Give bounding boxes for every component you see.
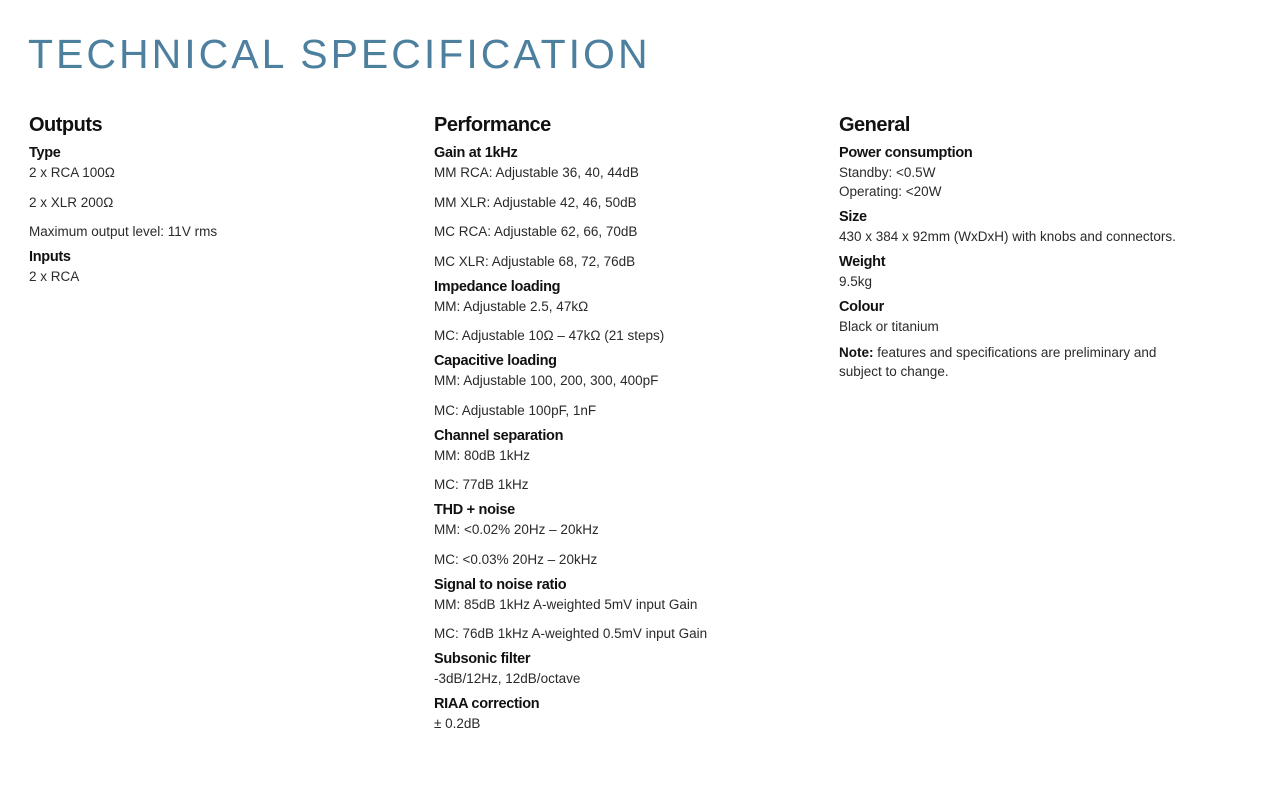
type-group (29, 144, 419, 241)
disclaimer-note (839, 343, 1199, 381)
size-heading: Size (839, 209, 867, 225)
separation-value-mm: MM: 80dB 1kHz (434, 447, 531, 463)
inputs-heading: Inputs (29, 249, 71, 265)
subsonic-heading: Subsonic filter (434, 651, 531, 667)
gain-heading: Gain at 1kHz (434, 145, 518, 161)
separation-heading: Channel separation (434, 427, 564, 444)
snr-value-mc: MC: 76dB 1kHz A-weighted 0.5mV input Gain (434, 626, 708, 641)
thd-value-mc: MC: <0.03% 20Hz – 20kHz (434, 551, 598, 567)
power-group (839, 144, 1259, 201)
gain-value-mc-rca: MC RCA: Adjustable 62, 66, 70dB (434, 224, 638, 239)
type-value-xlr: 2 x XLR 200Ω (29, 194, 114, 210)
thd-value-mm: MM: <0.02% 20Hz – 20kHz (434, 522, 599, 537)
power-value-operating: Operating: <20W (839, 184, 942, 199)
weight-value: 9.5kg (839, 274, 873, 289)
gain-value-mc-xlr: MC XLR: Adjustable 68, 72, 76dB (434, 253, 636, 269)
inputs-group (29, 248, 419, 286)
general-column (839, 112, 1259, 381)
outputs-column (29, 112, 419, 293)
inputs-value: 2 x RCA (29, 269, 80, 284)
impedance-group (434, 278, 824, 346)
snr-value-mm: MM: 85dB 1kHz A-weighted 5mV input Gain (434, 596, 698, 612)
weight-heading: Weight (839, 254, 886, 270)
capacitive-value-mc: MC: Adjustable 100pF, 1nF (434, 402, 597, 418)
performance-column (434, 112, 824, 740)
gain-value-mm-xlr: MM XLR: Adjustable 42, 46, 50dB (434, 194, 637, 210)
type-value-rca: 2 x RCA 100Ω (29, 165, 115, 180)
type-heading: Type (29, 145, 61, 161)
impedance-value-mm: MM: Adjustable 2.5, 47kΩ (434, 298, 589, 314)
performance-heading: Performance (434, 114, 551, 136)
note-label: Note: (839, 345, 874, 360)
impedance-value-mc: MC: Adjustable 10Ω – 47kΩ (21 steps) (434, 328, 665, 343)
separation-value-mc: MC: 77dB 1kHz (434, 477, 529, 492)
thd-group (434, 501, 824, 569)
power-value-standby: Standby: <0.5W (839, 165, 936, 180)
size-value: 430 x 384 x 92mm (WxDxH) with knobs and connectors. (839, 229, 1176, 244)
snr-heading: Signal to noise ratio (434, 576, 567, 593)
colour-heading: Colour (839, 299, 884, 315)
subsonic-group (434, 650, 824, 688)
page-title: TECHNICAL SPECIFICATION (28, 31, 651, 77)
colour-value: Black or titanium (839, 319, 939, 334)
colour-group (839, 298, 1259, 336)
note-text: features and specifications are preliminary and subject to change. (839, 345, 1157, 379)
riaa-heading: RIAA correction (434, 696, 540, 712)
size-group (839, 208, 1259, 246)
general-heading: General (839, 114, 910, 136)
gain-group (434, 144, 824, 271)
power-heading: Power consumption (839, 145, 973, 161)
subsonic-value: -3dB/12Hz, 12dB/octave (434, 671, 581, 686)
capacitive-heading: Capacitive loading (434, 353, 557, 369)
weight-group (839, 253, 1259, 291)
gain-value-mm-rca: MM RCA: Adjustable 36, 40, 44dB (434, 165, 639, 180)
riaa-value: ± 0.2dB (434, 716, 481, 731)
riaa-group (434, 695, 824, 733)
impedance-heading: Impedance loading (434, 278, 561, 295)
snr-group (434, 576, 824, 644)
type-value-max-output: Maximum output level: 11V rms (29, 224, 218, 239)
capacitive-value-mm: MM: Adjustable 100, 200, 300, 400pF (434, 373, 659, 388)
capacitive-group (434, 352, 824, 420)
separation-group (434, 427, 824, 495)
outputs-heading: Outputs (29, 114, 103, 136)
thd-heading: THD + noise (434, 502, 515, 518)
